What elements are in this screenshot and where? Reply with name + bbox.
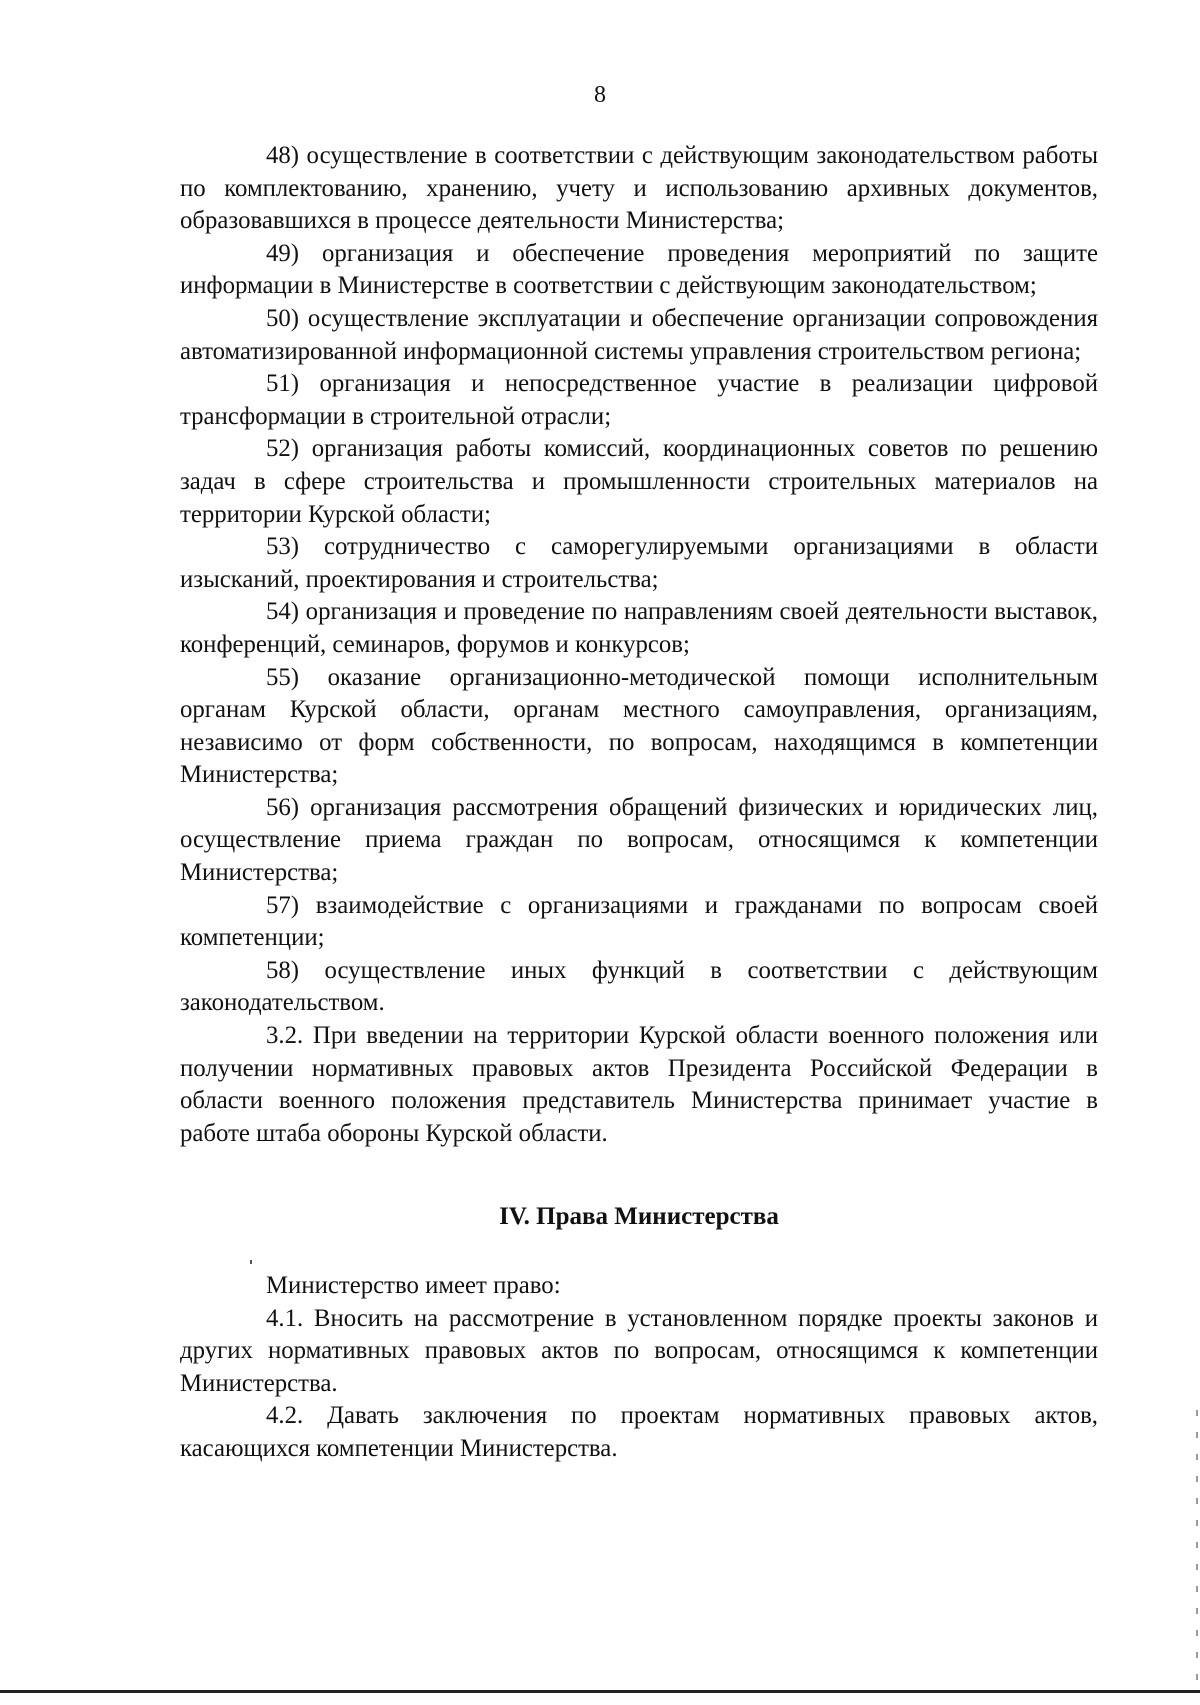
paragraph-rights-intro: Министерство имеет право: bbox=[266, 1272, 561, 1299]
section-heading: IV. Права Министерства bbox=[499, 1203, 779, 1231]
scan-edge-marks bbox=[1196, 1410, 1198, 1690]
page-number: 8 bbox=[594, 82, 606, 108]
paragraph-item-49: 49) организация и обеспечение проведения мероприятий по защите информации в Министерстве в соответствии с действующим законодательством; bbox=[180, 239, 1098, 300]
paragraph-item-50: 50) осуществление эксплуатации и обеспечение организации сопровождения автоматизированной информационной системы управления строительством региона; bbox=[180, 304, 1098, 365]
scan-speck bbox=[250, 1260, 252, 1264]
paragraph-item-54: 54) организация и проведение по направлениям своей деятельности выставок, конференций, семинаров, форумов и конкурсов; bbox=[180, 598, 1098, 658]
paragraph-clause-4-2: 4.2. Давать заключения по проектам нормативных правовых актов, касающихся компетенции Министерства. bbox=[180, 1402, 1098, 1462]
paragraph-item-55: 55) оказание организационно-методической помощи исполнительным органам Курской области, органам местного самоуправления, организациям, независимо от форм собственности, по вопросам, находящимся в компетенции Министерства; bbox=[180, 663, 1098, 789]
document-body bbox=[180, 140, 1098, 1466]
paragraph-item-56: 56) организация рассмотрения обращений физических и юридических лиц, осуществление приема граждан по вопросам, относящимся к компетенции Министерства; bbox=[180, 793, 1098, 887]
paragraph-item-53: 53) сотрудничество с саморегулируемыми организациями в области изысканий, проектирования и строительства; bbox=[180, 533, 1098, 593]
paragraph-clause-3-2: 3.2. При введении на территории Курской области военного положения или получении нормативных правовых актов Президента Российской Федерации в области военного положения представитель Министерства принимает участие в работе штаба обороны Курской области. bbox=[180, 1022, 1098, 1147]
paragraph-item-58: 58) осуществление иных функций в соответствии с действующим законодательством. bbox=[180, 956, 1098, 1017]
paragraph-item-57: 57) взаимодействие с организациями и гражданами по вопросам своей компетенции; bbox=[180, 891, 1098, 952]
paragraph-item-51: 51) организация и непосредственное участие в реализации цифровой трансформации в строительной отрасли; bbox=[180, 370, 1098, 430]
paragraph-item-52: 52) организация работы комиссий, координационных советов по решению задач в сфере строительства и промышленности строительных материалов на территории Курской области; bbox=[180, 435, 1098, 528]
paragraph-clause-4-1: 4.1. Вносить на рассмотрение в установленном порядке проекты законов и других нормативных правовых актов по вопросам, относящимся к компетенции Министерства. bbox=[180, 1304, 1098, 1397]
scan-bottom-edge bbox=[0, 1690, 1200, 1693]
paragraph-item-48: 48) осуществление в соответствии с действующим законодательством работы по комплектованию, хранению, учету и использованию архивных документов, образовавшихся в процессе деятельности Министерства; bbox=[180, 142, 1098, 235]
